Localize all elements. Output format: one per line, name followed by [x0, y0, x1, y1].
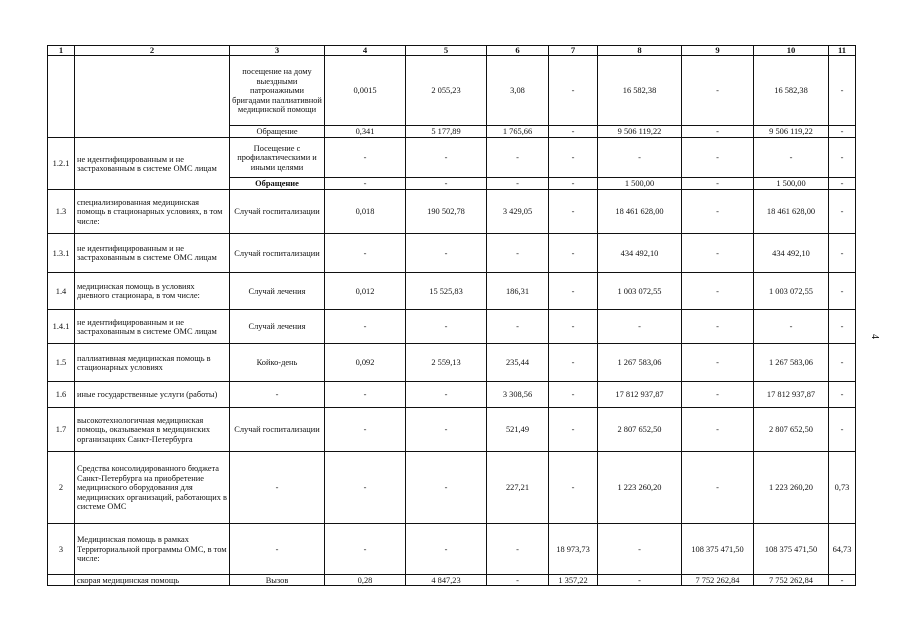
row-name: не идентифицированным и не застрахованным в системе ОМС лицам [75, 310, 230, 344]
cell: - [406, 178, 487, 190]
cell: - [829, 126, 856, 138]
row-number: 1.7 [48, 408, 75, 452]
row-number: 1.3 [48, 190, 75, 234]
cell: 7 752 262,84 [754, 575, 829, 586]
col-header: 7 [549, 46, 598, 56]
cell: 17 812 937,87 [754, 382, 829, 408]
cell: - [325, 452, 406, 524]
cell: 1 765,66 [487, 126, 549, 138]
cell: - [682, 310, 754, 344]
cell: - [829, 344, 856, 382]
cell: - [682, 382, 754, 408]
cell: 108 375 471,50 [682, 524, 754, 575]
row-number: 1.5 [48, 344, 75, 382]
row-name: не идентифицированным и не застрахованным в системе ОМС лицам [75, 138, 230, 190]
cell: - [406, 234, 487, 273]
cell: 15 525,83 [406, 273, 487, 310]
cell: 18 973,73 [549, 524, 598, 575]
col-header: 8 [598, 46, 682, 56]
cell: - [682, 138, 754, 178]
row-number: 2 [48, 452, 75, 524]
cell: 1 223 260,20 [598, 452, 682, 524]
cell: - [829, 190, 856, 234]
cell: - [325, 234, 406, 273]
cell: - [406, 408, 487, 452]
cell: 227,21 [487, 452, 549, 524]
cell: 3 308,56 [487, 382, 549, 408]
cell: - [325, 138, 406, 178]
cell: 108 375 471,50 [754, 524, 829, 575]
cell: 17 812 937,87 [598, 382, 682, 408]
cell: 7 752 262,84 [682, 575, 754, 586]
cell: 0,092 [325, 344, 406, 382]
cell: - [549, 382, 598, 408]
cell: - [325, 310, 406, 344]
table-row [48, 138, 856, 178]
cell: 1 267 583,06 [598, 344, 682, 382]
cell: 1 500,00 [598, 178, 682, 190]
cell: 16 582,38 [598, 56, 682, 126]
cell: - [487, 138, 549, 178]
cell: - [549, 126, 598, 138]
cell: - [598, 575, 682, 586]
cell: - [682, 273, 754, 310]
cell: - [682, 344, 754, 382]
row-number: 1.2.1 [48, 138, 75, 190]
unit: Койко-день [230, 344, 325, 382]
cell: - [549, 138, 598, 178]
row-name: медицинская помощь в условиях дневного стационара, в том числе: [75, 273, 230, 310]
unit: Вызов [230, 575, 325, 586]
table-row [48, 524, 856, 575]
col-header: 11 [829, 46, 856, 56]
page-number: 4 [869, 334, 880, 339]
row-number: 1.3.1 [48, 234, 75, 273]
unit: Случай лечения [230, 310, 325, 344]
cell: 186,31 [487, 273, 549, 310]
row-name: иные государственные услуги (работы) [75, 382, 230, 408]
table-row [48, 344, 856, 382]
cell: 18 461 628,00 [598, 190, 682, 234]
cell: - [829, 56, 856, 126]
unit: Случай госпитализации [230, 408, 325, 452]
cell: 3 429,05 [487, 190, 549, 234]
table-row [48, 273, 856, 310]
cell: 0,341 [325, 126, 406, 138]
cell: - [829, 178, 856, 190]
cell: 434 492,10 [754, 234, 829, 273]
cell: - [406, 310, 487, 344]
cell: - [829, 575, 856, 586]
cell: - [487, 310, 549, 344]
cell: - [549, 234, 598, 273]
cell: - [487, 524, 549, 575]
row-number: 1.6 [48, 382, 75, 408]
unit: Обращение [230, 126, 325, 138]
cell: 190 502,78 [406, 190, 487, 234]
table-row [48, 310, 856, 344]
table-row [48, 575, 856, 586]
cell: - [406, 452, 487, 524]
row-number: 1.4 [48, 273, 75, 310]
cell: - [682, 178, 754, 190]
unit: - [230, 452, 325, 524]
row-name: паллиативная медицинская помощь в стационарных условиях [75, 344, 230, 382]
unit: - [230, 382, 325, 408]
cell: 0,018 [325, 190, 406, 234]
cell: - [829, 408, 856, 452]
col-header: 3 [230, 46, 325, 56]
cell: 0,0015 [325, 56, 406, 126]
table-row [48, 452, 856, 524]
cell: - [325, 382, 406, 408]
col-header: 9 [682, 46, 754, 56]
cell: 1 223 260,20 [754, 452, 829, 524]
row-name: высокотехнологичная медицинская помощь, оказываемая в медицинских организациях Санкт-Петербурга [75, 408, 230, 452]
row-number [48, 56, 75, 138]
cell: - [325, 178, 406, 190]
row-name: Средства консолидированного бюджета Санкт-Петербурга на приобретение медицинского оборудования для медицинских организаций, работающих в системе ОМС [75, 452, 230, 524]
table-row [48, 190, 856, 234]
cell: - [682, 452, 754, 524]
unit: посещение на дому выездными патронажными бригадами паллиативной медицинской помощи [230, 56, 325, 126]
cell: 9 506 119,22 [754, 126, 829, 138]
col-header: 5 [406, 46, 487, 56]
cell: 2 807 652,50 [754, 408, 829, 452]
cell: - [682, 126, 754, 138]
cell: - [682, 56, 754, 126]
cell: 2 807 652,50 [598, 408, 682, 452]
cell: - [549, 310, 598, 344]
col-header: 1 [48, 46, 75, 56]
cell: - [549, 190, 598, 234]
cell: - [406, 138, 487, 178]
cell: - [682, 408, 754, 452]
table-row [48, 382, 856, 408]
col-header: 10 [754, 46, 829, 56]
cell: 235,44 [487, 344, 549, 382]
row-name: Медицинская помощь в рамках Территориальной программы ОМС, в том числе: [75, 524, 230, 575]
cell: - [487, 178, 549, 190]
cell: - [549, 273, 598, 310]
cell: - [406, 524, 487, 575]
cell: 1 003 072,55 [754, 273, 829, 310]
cell: - [829, 138, 856, 178]
cell: 9 506 119,22 [598, 126, 682, 138]
cell: 64,73 [829, 524, 856, 575]
table-row [48, 56, 856, 126]
cell: - [598, 524, 682, 575]
unit: Посещение с профилактическими и иными целями [230, 138, 325, 178]
cell: 0,73 [829, 452, 856, 524]
row-number [48, 575, 75, 586]
cell: - [754, 138, 829, 178]
cell: 1 500,00 [754, 178, 829, 190]
cell: - [549, 452, 598, 524]
col-header: 6 [487, 46, 549, 56]
row-name [75, 56, 230, 138]
cell: - [682, 190, 754, 234]
cell: - [549, 344, 598, 382]
cell: - [487, 575, 549, 586]
cell: 521,49 [487, 408, 549, 452]
cell: - [829, 382, 856, 408]
cell: - [325, 524, 406, 575]
col-header: 2 [75, 46, 230, 56]
col-header: 4 [325, 46, 406, 56]
row-name: скорая медицинская помощь [75, 575, 230, 586]
unit: Обращение [230, 178, 325, 190]
cell: 434 492,10 [598, 234, 682, 273]
cell: 1 357,22 [549, 575, 598, 586]
cell: 0,28 [325, 575, 406, 586]
cell: - [829, 310, 856, 344]
unit: - [230, 524, 325, 575]
unit: Случай госпитализации [230, 190, 325, 234]
unit: Случай лечения [230, 273, 325, 310]
cell: - [549, 178, 598, 190]
row-number: 1.4.1 [48, 310, 75, 344]
cell: 0,012 [325, 273, 406, 310]
cell: - [754, 310, 829, 344]
row-number: 3 [48, 524, 75, 575]
table-row [48, 408, 856, 452]
financing-table [47, 45, 856, 586]
cell: - [598, 138, 682, 178]
cell: - [406, 382, 487, 408]
cell: - [549, 56, 598, 126]
cell: 5 177,89 [406, 126, 487, 138]
cell: - [487, 234, 549, 273]
cell: - [325, 408, 406, 452]
cell: - [549, 408, 598, 452]
cell: 16 582,38 [754, 56, 829, 126]
cell: 3,08 [487, 56, 549, 126]
cell: - [598, 310, 682, 344]
cell: - [829, 273, 856, 310]
cell: 4 847,23 [406, 575, 487, 586]
unit: Случай госпитализации [230, 234, 325, 273]
cell: - [829, 234, 856, 273]
cell: 1 267 583,06 [754, 344, 829, 382]
cell: 2 055,23 [406, 56, 487, 126]
cell: 1 003 072,55 [598, 273, 682, 310]
cell: 18 461 628,00 [754, 190, 829, 234]
cell: - [682, 234, 754, 273]
cell: 2 559,13 [406, 344, 487, 382]
row-name: не идентифицированным и не застрахованным в системе ОМС лицам [75, 234, 230, 273]
table-row [48, 234, 856, 273]
row-name: специализированная медицинская помощь в стационарных условиях, в том числе: [75, 190, 230, 234]
column-number-row [48, 46, 856, 56]
